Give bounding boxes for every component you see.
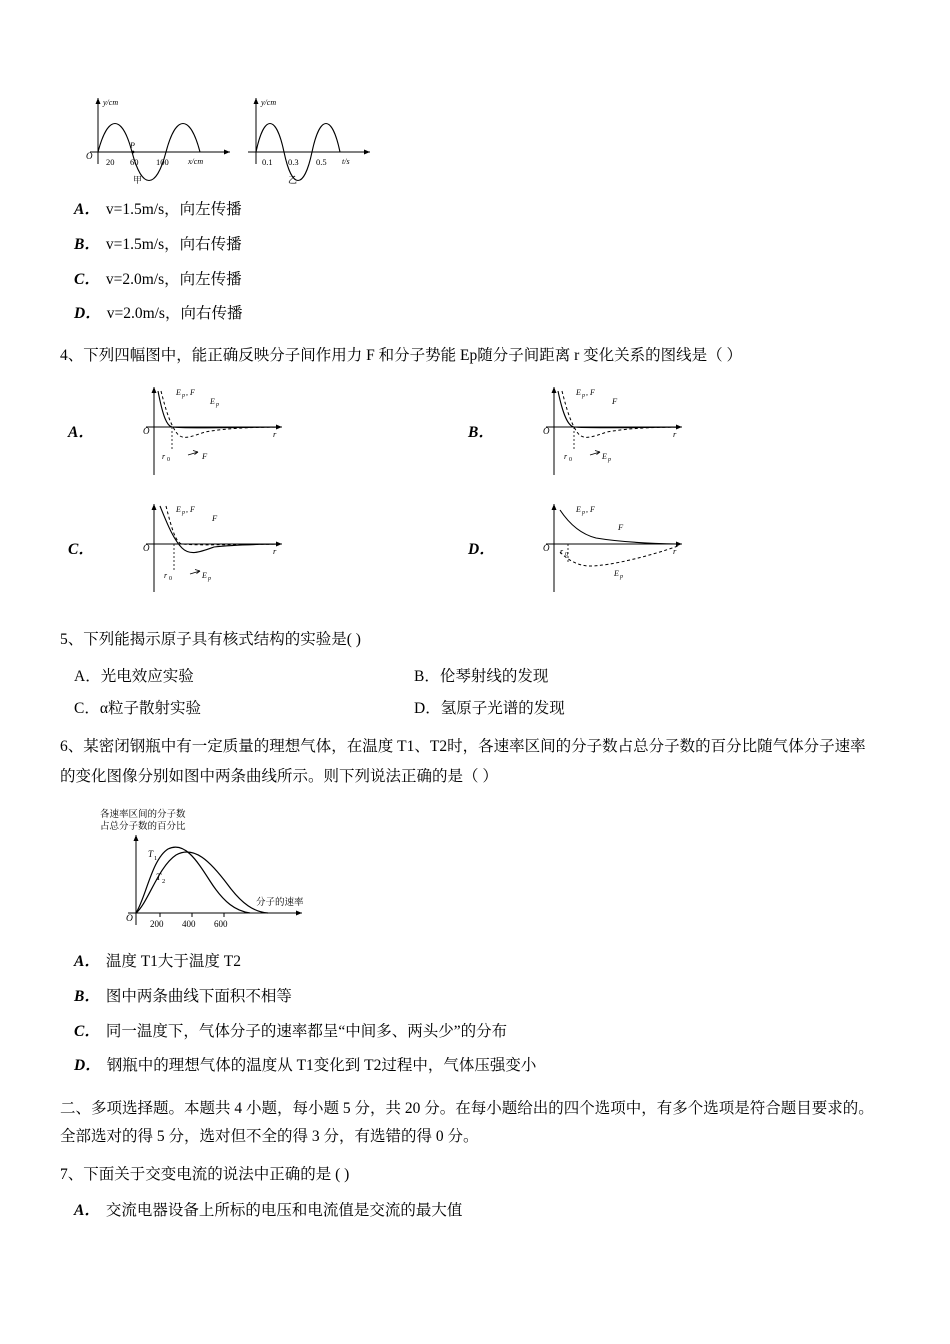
svg-text:1: 1 (154, 854, 158, 862)
q4-option-b-label: B． (468, 424, 494, 442)
q3-option-c-text: v=2.0m/s，向左传播 (105, 270, 242, 288)
q5-option-c (74, 696, 414, 718)
svg-text:E: E (614, 568, 619, 578)
svg-text:E: E (576, 504, 581, 514)
q5-option-d-label: D． (414, 700, 441, 718)
svg-text:O: O (543, 425, 550, 436)
q3-option-b (74, 233, 898, 258)
svg-text:p: p (582, 392, 585, 399)
q4-option-d (460, 496, 860, 601)
svg-text:r: r (673, 428, 677, 439)
q4-option-b (460, 379, 860, 484)
svg-text:600: 600 (214, 918, 228, 929)
q7-option-a-text: 交流电器设备上所标的电压和电流值是交流的最大值 (105, 1202, 463, 1220)
svg-text:p: p (208, 575, 211, 582)
svg-text:p: p (182, 509, 185, 516)
q4-option-a (60, 379, 460, 484)
svg-text:P: P (130, 141, 135, 150)
q3-options (60, 198, 898, 327)
svg-text:100: 100 (156, 157, 169, 167)
q6-stem-line2: 的变化图像分别如图中两条曲线所示。则下列说法正确的是（ ） (60, 767, 498, 785)
q4-option-c (60, 496, 460, 601)
q5-option-a (74, 664, 414, 686)
svg-text:p: p (582, 509, 585, 516)
wave-figure (70, 80, 898, 188)
q3-option-b-text: v=1.5m/s，向右传播 (105, 235, 242, 253)
svg-text:各速率区间的分子数: 各速率区间的分子数 (100, 809, 186, 820)
svg-text:p: p (608, 456, 611, 463)
svg-text:r: r (564, 451, 568, 461)
svg-text:200: 200 (150, 918, 164, 929)
svg-text:p: p (216, 401, 219, 408)
svg-text:60: 60 (130, 157, 139, 167)
q4-figure-row-2 (60, 496, 898, 601)
q3-option-a (74, 198, 898, 223)
svg-text:T: T (148, 848, 154, 859)
q3-option-a-text: v=1.5m/s，向左传播 (105, 201, 242, 218)
q5-option-row-2 (74, 696, 898, 718)
q6-option-c (74, 1020, 898, 1045)
svg-text:F: F (190, 504, 195, 514)
svg-text:,: , (186, 504, 188, 514)
q5-option-c-label: C． (74, 700, 100, 718)
q3-option-a-label: A． (74, 201, 100, 218)
svg-text:O: O (143, 542, 150, 553)
svg-text:分子的速率: 分子的速率 (256, 897, 304, 908)
svg-text:r: r (164, 570, 168, 580)
svg-text:y/cm: y/cm (261, 98, 277, 107)
q6-option-a (74, 950, 898, 975)
q5-option-b (414, 664, 754, 686)
q3-option-d-text: v=2.0m/s，向右传播 (106, 305, 243, 323)
q6-option-c-text: 同一温度下，气体分子的速率都呈“中间多、两头少”的分布 (105, 1022, 508, 1040)
q6-option-b (74, 985, 898, 1010)
q6-figure (90, 805, 898, 940)
svg-text:x/cm: x/cm (188, 157, 204, 166)
svg-text:E: E (176, 387, 181, 397)
q6-figure-svg (90, 805, 898, 940)
q6-stem-line1: 6、某密闭钢瓶中有一定质量的理想气体，在温度 T1、T2时，各速率区间的分子数占总分子数的百分比随气体分子速率 (60, 738, 866, 756)
q5-option-d-text: 氢原子光谱的发现 (440, 700, 565, 718)
q3-option-c-label: C． (74, 270, 100, 288)
q4-figure-d (510, 496, 700, 601)
svg-text:O: O (126, 913, 133, 924)
svg-text:,: , (586, 387, 588, 397)
q7-stem: 7、下面关于交变电流的说法中正确的是 ( ) (60, 1165, 350, 1183)
svg-text:F: F (612, 395, 618, 406)
svg-text:0: 0 (569, 456, 572, 463)
svg-text:,: , (586, 504, 588, 514)
q3-option-b-label: B． (74, 235, 100, 253)
q6-options (60, 950, 898, 1079)
svg-text:r: r (273, 428, 277, 439)
q4-option-d-label: D． (468, 541, 495, 559)
q6-option-a-label: A． (74, 952, 100, 970)
svg-text:0: 0 (167, 456, 170, 463)
svg-text:E: E (602, 451, 607, 461)
svg-text:,: , (186, 387, 188, 397)
svg-text:E: E (210, 396, 215, 406)
q3-option-d (74, 302, 898, 327)
svg-text:O: O (86, 151, 93, 161)
q6-option-c-label: C． (74, 1022, 100, 1040)
svg-text:0.1: 0.1 (262, 157, 273, 167)
q7-option-a-label: A． (74, 1202, 100, 1220)
q4-stem: 4、下列四幅图中，能正确反映分子间作用力 F 和分子势能 Ep随分子间距离 r 变化关系的图线是（ ） (60, 347, 743, 365)
svg-text:E: E (202, 570, 207, 580)
q6-option-d (74, 1054, 898, 1079)
svg-text:F: F (212, 512, 218, 523)
q6-option-b-text: 图中两条曲线下面积不相等 (105, 987, 292, 1005)
svg-text:0: 0 (565, 551, 568, 558)
svg-text:20: 20 (106, 157, 115, 167)
q4-figure-row-1 (60, 379, 898, 484)
svg-text:O: O (143, 425, 150, 436)
svg-text:2: 2 (162, 877, 166, 885)
q6-option-a-text: 温度 T1大于温度 T2 (105, 952, 242, 970)
svg-text:0.5: 0.5 (316, 157, 327, 167)
q6-option-d-label: D． (74, 1057, 101, 1075)
q5-option-a-label: A． (74, 668, 101, 686)
svg-text:r: r (162, 451, 166, 461)
q4-figure-a (110, 379, 300, 484)
q4-option-c-label: C． (68, 541, 94, 559)
q5-option-d (414, 696, 754, 718)
svg-text:r: r (560, 546, 564, 556)
svg-text:t/s: t/s (342, 157, 350, 166)
document-content (60, 80, 898, 1234)
q5-option-b-label: B． (414, 668, 440, 686)
section2-line1: 二、多项选择题。本题共 4 小题，每小题 5 分，共 20 分。在每小题给出的四个选项中，有多个选项是符合题目要求的。 (60, 1100, 874, 1118)
q3-option-d-label: D． (74, 305, 101, 323)
svg-text:乙: 乙 (288, 175, 298, 185)
svg-text:0.3: 0.3 (288, 157, 299, 167)
q5-option-row-1 (74, 664, 898, 686)
svg-text:F: F (590, 387, 595, 397)
svg-text:y/cm: y/cm (103, 98, 119, 107)
q5-stem: 5、下列能揭示原子具有核式结构的实验是( ) (60, 630, 361, 648)
q3-option-c (74, 268, 898, 293)
svg-text:甲: 甲 (133, 175, 143, 185)
q4-option-a-label: A． (68, 424, 94, 442)
svg-text:F: F (590, 504, 595, 514)
q5-option-b-text: 伦琴射线的发现 (439, 668, 549, 686)
svg-text:F: F (202, 450, 208, 461)
section2-line2: 全部选对的得 5 分，选对但不全的得 3 分，有选错的得 0 分。 (60, 1128, 479, 1146)
q7-option-a (74, 1199, 898, 1224)
svg-text:p: p (182, 392, 185, 399)
q5-options (60, 664, 898, 718)
svg-text:F: F (190, 387, 195, 397)
svg-text:400: 400 (182, 918, 196, 929)
svg-text:r: r (273, 545, 277, 556)
q4-figure-c (110, 496, 300, 601)
q5-option-c-text: α粒子散射实验 (99, 700, 201, 718)
svg-text:E: E (176, 504, 181, 514)
q5-option-a-text: 光电效应实验 (100, 668, 194, 686)
svg-text:T: T (156, 871, 162, 882)
wave-figure-svg (70, 80, 898, 188)
q4-figure-b (510, 379, 700, 484)
svg-text:p: p (620, 573, 623, 580)
svg-text:0: 0 (169, 575, 172, 582)
svg-text:O: O (543, 542, 550, 553)
svg-text:占总分子数的百分比: 占总分子数的百分比 (100, 821, 186, 832)
q6-option-b-label: B． (74, 987, 100, 1005)
q6-option-d-text: 钢瓶中的理想气体的温度从 T1变化到 T2过程中，气体压强变小 (106, 1057, 537, 1075)
svg-text:F: F (618, 521, 624, 532)
svg-text:r: r (673, 545, 677, 556)
svg-text:E: E (576, 387, 581, 397)
